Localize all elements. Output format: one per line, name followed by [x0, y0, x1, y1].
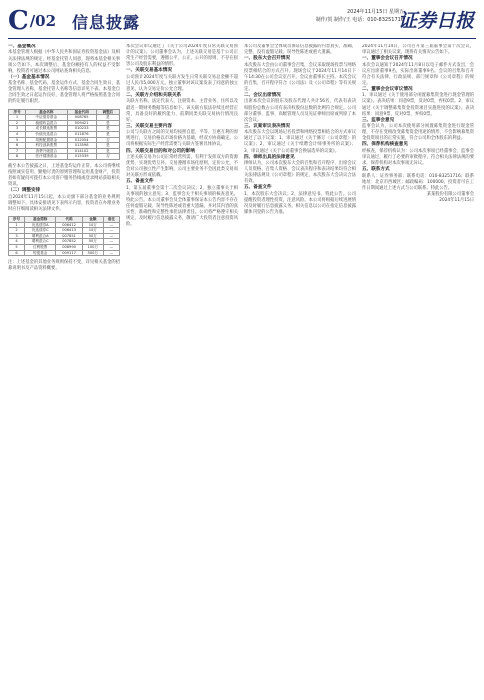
table-cell: —	[103, 239, 119, 245]
table-cell: 是	[96, 148, 119, 154]
table-cell: 4	[9, 131, 26, 137]
table-cell: —	[103, 250, 119, 256]
heading: 五、备查文件	[126, 179, 154, 185]
table-cell: 是	[96, 115, 119, 121]
header-rule	[8, 38, 476, 39]
heading: 一、基金概况	[8, 44, 36, 49]
paragraph: 注：上述基金的其他业务规则保持不变，详见相关基金的招募说明书及产品资料概要。	[8, 260, 120, 272]
column-2	[126, 44, 238, 692]
table-cell: 稳健收益混合	[26, 120, 67, 126]
heading: 四、保荐机构核查意见	[362, 142, 408, 148]
table-cell: 011876	[67, 131, 96, 137]
section-title: 信息披露	[72, 13, 141, 32]
paragraph: 本次股东大会由公司董事会召集，会议采取现场投票与网络投票相结合的方式召开。现场会议于2024年11月14日下午14:30在公司会议室召开，会议由董事长主持。本次会议的召集、召开程序符合《公司法》及《公司章程》等有关规定。	[244, 62, 356, 92]
column-4	[362, 44, 474, 692]
paragraph: 1、审议通过《关于使用部分闲置募集资金进行现金管理的议案》。表决结果：同意9票，反对0票，弃权0票。2、审议通过《关于调整募集资金投资项目实施进度的议案》。表决结果：同意9票，反对0票，弃权0票。	[362, 93, 474, 117]
table-cell: 014102	[67, 148, 96, 154]
table-cell: 成长精选股票	[26, 126, 67, 132]
table-cell: 增利混合A	[25, 233, 56, 239]
table-cell: 008765	[67, 115, 96, 121]
table-header: 调整后	[96, 109, 119, 115]
heading: 一、董事会会议召开情况	[362, 56, 413, 62]
table-cell: 优选债券A	[25, 222, 56, 228]
table-cell: 中证债券基金	[26, 115, 67, 121]
table-header: 备注	[103, 216, 119, 222]
paragraph: 上述关联交易为公司正常经营所需，有利于发挥双方的资源优势，实现优势互补。交易遵循市场化原则，定价公允，不会对公司独立性产生影响，公司主要业务不会因此类交易而对关联方形成依赖。	[126, 154, 238, 179]
table-cell: 2	[9, 120, 26, 126]
table-cell: 007851	[56, 233, 82, 239]
paragraph: 出席本次会议的股东及股东代理人共计56名，代表有表决权股份总数占公司有表决权股份总数的比例符合规定。公司部分董事、监事、高级管理人员及见证律师出席或列席了本次会议。	[244, 99, 356, 123]
paragraph: 公司与关联方之间的交易均按照自愿、平等、互惠互利的原则进行，交易价格以市场价格为基础，经双方协商确定。公司将根据实际生产经营需要与关联方签署具体协议。	[126, 130, 238, 148]
paragraph: 本公司及董事会全体成员保证信息披露的内容真实、准确、完整，没有虚假记载、误导性陈述或重大遗漏。	[244, 44, 356, 56]
table-cell: 10万	[82, 228, 103, 234]
table-cell: —	[103, 222, 119, 228]
heading: 二、会议出席情况	[244, 93, 281, 99]
table-cell: 500万	[82, 250, 103, 256]
paragraph: 1、第五届董事会第十二次会议决议；2、独立董事关于相关事项的独立意见；3、监事会关于相关事项的核查意见。特此公告。本公司董事会及全体董事保证本公告内容不存在任何虚假记载、误导性陈述或者重大遗漏，并对其内容的真实性、准确性和完整性承担法律责任。公司将严格遵守相关规定，及时履行信息披露义务，敬请广大投资者注意投资风险。	[126, 185, 238, 228]
table-cell: 5	[9, 244, 25, 250]
table-header: 代码	[56, 216, 82, 222]
table-cell: 3	[9, 126, 26, 132]
paragraph: 本次会议审议通过了《关于公司2024年度日常关联交易预计的议案》。公司董事会认为，上述关联交易是基于公司正常生产经营需要，遵循公平、公正、公开的原则，不存在损害公司及股东利益的情形。	[126, 44, 238, 68]
table-cell: 015339	[67, 154, 96, 160]
table-row	[9, 250, 120, 256]
heading: 三、关联交易主要内容	[126, 123, 172, 129]
signature-date: 2024年11月15日	[439, 197, 474, 203]
table-cell: 是	[96, 143, 119, 149]
heading: 二、关联方介绍和关联关系	[126, 93, 182, 99]
table-cell: 是	[96, 126, 119, 132]
table-row	[9, 154, 120, 160]
table-cell: 8	[9, 154, 26, 160]
editor-line: 制作/贺 制作/王 电话：010-83251716	[315, 17, 404, 23]
table-cell: 科技创新股票	[26, 143, 67, 149]
table-cell: 100万	[82, 244, 103, 250]
paragraph: 本基金管理人根据《中华人民共和国证券投资基金法》及相关法律法规的规定，经基金托管人同意，现将本基金相关事项公告如下。本次调整后，基金份额持有人的权益不受影响，投资者可通过本公司网站查询相关信息。	[8, 50, 120, 74]
table-header: 基金简称	[25, 216, 56, 222]
paragraph: 2024年11月14日，公司召开第三届董事会第十次会议，审议通过了相关议案，现将有关情况公告如下。	[362, 44, 474, 56]
table-cell: 医疗健康基金	[26, 154, 67, 160]
table-header: 基金名称	[26, 109, 67, 115]
table-cell: 否	[96, 154, 119, 160]
paragraph: 律师认为，公司本次股东大会的召集和召开程序、出席会议人员资格、召集人资格、会议表决程序和表决结果均符合相关法律法规及《公司章程》的规定，本次股东大会决议合法有效。	[244, 161, 356, 185]
table-cell: 是	[96, 120, 119, 126]
heading: 一、关联交易基本情况	[126, 68, 172, 74]
page-number: /02	[29, 12, 57, 30]
column-3	[244, 44, 356, 692]
heading: 四、关联交易目的和对公司的影响	[126, 148, 195, 154]
table-cell: —	[103, 228, 119, 234]
table-cell: —	[103, 244, 119, 250]
table-cell: 013598	[67, 143, 96, 149]
page-letter: C	[8, 6, 29, 36]
table-cell: 50万	[82, 233, 103, 239]
heading: 五、备查文件	[244, 185, 272, 191]
table-cell: 消费升级混合	[26, 148, 67, 154]
table-cell: 50万	[82, 239, 103, 245]
table-header: 金额	[82, 216, 103, 222]
heading: （一）基金基本情况	[8, 74, 50, 80]
fund-table-1	[8, 109, 120, 160]
table-cell: 红利股票	[25, 244, 56, 250]
table-cell: —	[103, 233, 119, 239]
page-header	[0, 0, 484, 42]
paragraph: 基金名称、基金代码、基金运作方式、基金合同生效日、基金管理人名称、基金托管人名称等信息详见下表。本基金自合同生效之日起运作良好，基金管理人将严格按照基金合同的约定履行职责。	[8, 81, 120, 105]
table-cell: 008990	[56, 244, 82, 250]
fund-table-2	[8, 216, 120, 256]
table-cell: 1	[9, 222, 25, 228]
paragraph: 1、本次股东大会决议；2、法律意见书。特此公告。公司提醒投资者理性投资，注意风险。本公司将根据后续进展情况及时履行信息披露义务。相关信息以公司在指定信息披露媒体刊登的公告为准。	[244, 191, 356, 216]
heading: 一、股东大会召开情况	[244, 56, 290, 62]
table-cell: 6	[9, 143, 26, 149]
heading: （二）调整安排	[8, 188, 41, 194]
table-cell: 7	[9, 148, 26, 154]
table-cell: 007852	[56, 239, 82, 245]
paragraph: 本次股东大会以现场记名投票和网络投票相结合的方式审议通过了以下议案：1、审议通过《关于修订〈公司章程〉的议案》；2、审议通过《关于续聘会计师事务所的议案》；3、审议通过《关于公司董事会换届选举的议案》。	[244, 130, 356, 154]
table-cell: 009117	[56, 250, 82, 256]
table-cell: 1	[9, 115, 26, 121]
heading: 二、董事会会议审议情况	[362, 86, 413, 92]
table-header: 序号	[9, 216, 25, 222]
table-cell: 006413	[56, 228, 82, 234]
table-cell: 3	[9, 233, 25, 239]
table-cell: 006412	[56, 222, 82, 228]
table-cell: 均衡配置基金	[26, 137, 67, 143]
table-cell: 短债基金	[25, 250, 56, 256]
table-cell: 否	[96, 137, 119, 143]
paragraph: 自2024年11月15日起，本公司旗下部分基金的业务规则调整如下，具体安排请见下表所示内容，投资者在办理业务时应仔细阅读相关法律文件。	[8, 194, 120, 212]
heading: 三、监事会意见	[362, 117, 395, 123]
table-cell: 6	[9, 250, 25, 256]
paragraph: 联系人：证券事务部；联系电话：010-83251716；联系地址：北京市西城区；邮政编码：100000。投资者可在工作日期间通过上述方式与公司联系。特此公告。	[362, 173, 474, 191]
heading: 三、议案审议表决情况	[244, 123, 290, 129]
paragraph: 监事会认为，公司本次使用部分闲置募集资金进行现金管理，不存在变相改变募集资金用途的情形，不会影响募集资金投资项目的正常实施，符合公司和全体股东的利益。	[362, 124, 474, 142]
heading: 五、联系方式	[362, 167, 390, 173]
paragraph: 截至本公告披露之日，上述基金均运作正常。本公司将继续按照诚实信用、勤勉尽责的原则管理和运用基金财产，投资者如有疑问可拨打本公司客户服务热线或登录网站获取相关资讯。	[8, 163, 120, 188]
paragraph: 关联方名称、法定代表人、注册资本、主营业务、住所以及最近一期财务数据等信息如下。该关联方依法存续且经营正常，具备良好的履约能力，前期同类关联交易执行情况良好。	[126, 99, 238, 123]
signature-company: 某某股份有限公司董事会	[426, 191, 474, 197]
paragraph: 本次会议通知于2024年11月8日以电子邮件方式发出，会议应出席董事9名，实际出席董事9名。会议的召集和召开符合有关法律、行政法规、部门规章和《公司章程》的规定。	[362, 62, 474, 86]
paragraph: 经核查，保荐机构认为：公司本次事项已经董事会、监事会审议通过，履行了必要的审批程序，符合相关法律法规的要求，保荐机构对本次事项无异议。	[362, 148, 474, 167]
table-cell: 010233	[67, 126, 96, 132]
page-code	[8, 8, 56, 34]
table-cell: 增利混合C	[25, 239, 56, 245]
table-cell: 2	[9, 228, 25, 234]
table-cell: 5	[9, 137, 26, 143]
date-line: 2024年11月15日 星期五	[346, 9, 404, 15]
table-header: 基金代码	[67, 109, 96, 115]
table-cell: 10万	[82, 222, 103, 228]
table-cell: 优选债券C	[25, 228, 56, 234]
table-cell: 009421	[67, 120, 96, 126]
table-cell: 4	[9, 239, 25, 245]
newspaper-logo: 证券日报	[397, 10, 474, 32]
table-cell: 是	[96, 131, 119, 137]
table-cell: 012054	[67, 137, 96, 143]
table-header: 序号	[9, 109, 26, 115]
heading: 四、律师出具的法律意见	[244, 154, 295, 160]
table-cell: 价值优选混合	[26, 131, 67, 137]
paragraph: 公司预计2024年度与关联方发生日常关联交易总金额不超过人民币5,000万元。独立董事对该议案发表了同意的独立意见，认为交易定价公允合理。	[126, 74, 238, 92]
column-1	[8, 44, 120, 692]
